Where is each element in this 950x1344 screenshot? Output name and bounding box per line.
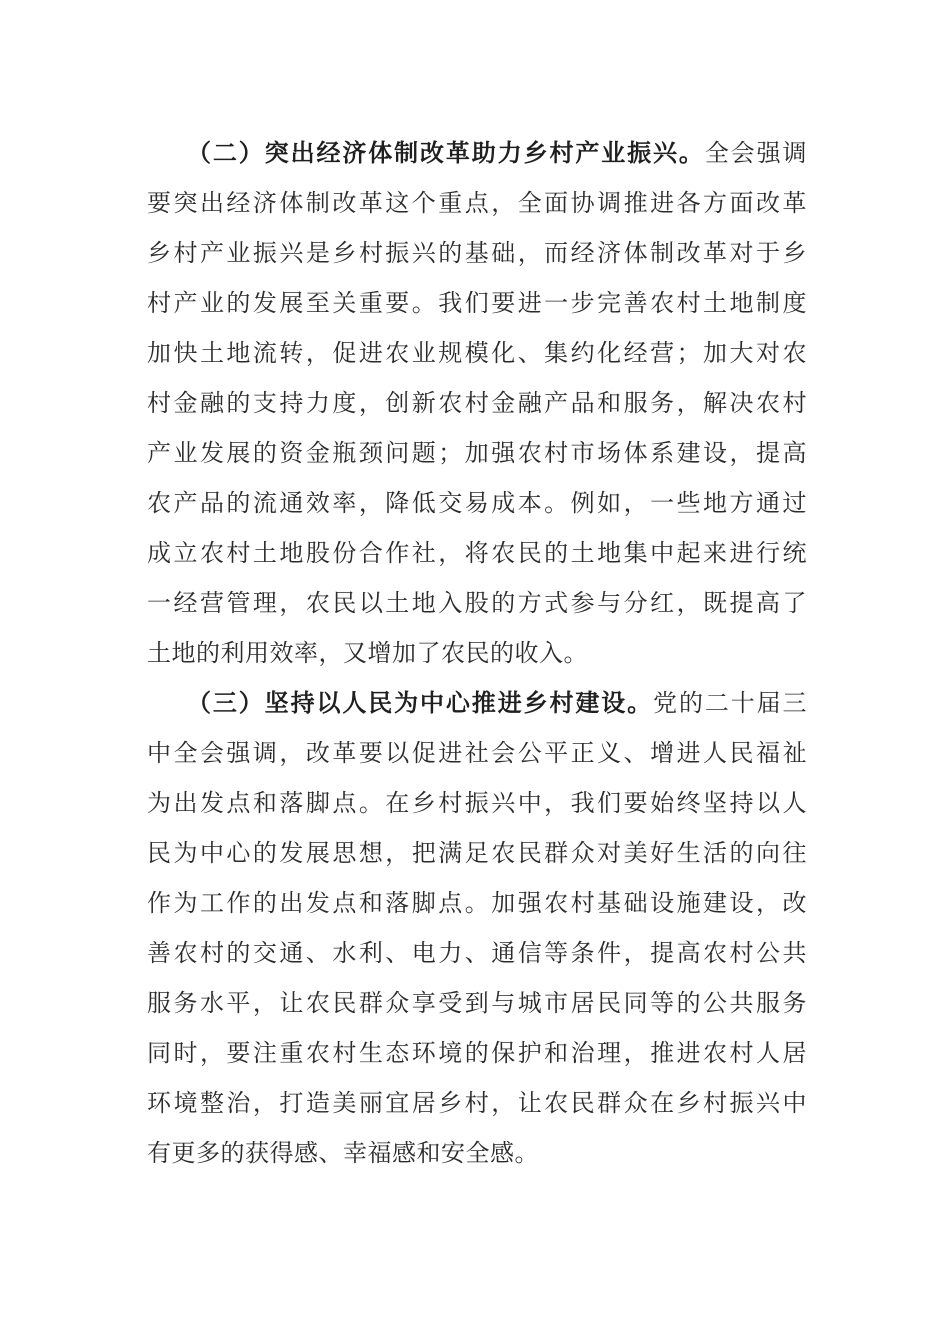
paragraph-line: 农产品的流通效率，降低交易成本。例如，一些地方通过 [147, 489, 807, 517]
paragraph-line: 产业发展的资金瓶颈问题；加强农村市场体系建设，提高 [147, 439, 807, 467]
paragraph-line: 为出发点和落脚点。在乡村振兴中，我们要始终坚持以人 [147, 789, 807, 817]
paragraph-text: 党的二十届三 [653, 689, 808, 717]
paragraph-line [147, 678, 807, 728]
paragraph-line: 村产业的发展至关重要。我们要进一步完善农村土地制度 [147, 289, 807, 317]
paragraph-line: 要突出经济体制改革这个重点，全面协调推进各方面改革 [147, 189, 807, 217]
paragraph-line: 一经营管理，农民以土地入股的方式参与分红，既提高了 [147, 589, 807, 617]
paragraph-line: 有更多的获得感、幸福感和安全感。 [147, 1139, 539, 1167]
paragraph-line: 服务水平，让农民群众享受到与城市居民同等的公共服务 [147, 989, 807, 1017]
paragraph-line: 村金融的支持力度，创新农村金融产品和服务，解决农村 [147, 389, 807, 417]
paragraph-line [147, 128, 807, 178]
paragraph-text: 全会强调 [704, 139, 808, 167]
paragraph-line: 土地的利用效率，又增加了农民的收入。 [147, 639, 588, 667]
paragraph-line: 中全会强调，改革要以促进社会公平正义、增进人民福祉 [147, 739, 807, 767]
section-heading: （二）突出经济体制改革助力乡村产业振兴。 [187, 139, 705, 167]
document-body [147, 128, 807, 1178]
paragraph-line: 环境整治，打造美丽宜居乡村，让农民群众在乡村振兴中 [147, 1089, 807, 1117]
section-heading: （三）坚持以人民为中心推进乡村建设。 [187, 689, 654, 717]
paragraph-line: 加快土地流转，促进农业规模化、集约化经营；加大对农 [147, 339, 807, 367]
paragraph-line: 民为中心的发展思想，把满足农民群众对美好生活的向往 [147, 839, 807, 867]
paragraph-line: 同时，要注重农村生态环境的保护和治理，推进农村人居 [147, 1039, 807, 1067]
paragraph-line: 善农村的交通、水利、电力、通信等条件，提高农村公共 [147, 939, 807, 967]
paragraph-line: 乡村产业振兴是乡村振兴的基础，而经济体制改革对于乡 [147, 239, 807, 267]
paragraph-line: 成立农村土地股份合作社，将农民的土地集中起来进行统 [147, 539, 807, 567]
paragraph-line: 作为工作的出发点和落脚点。加强农村基础设施建设，改 [147, 889, 807, 917]
